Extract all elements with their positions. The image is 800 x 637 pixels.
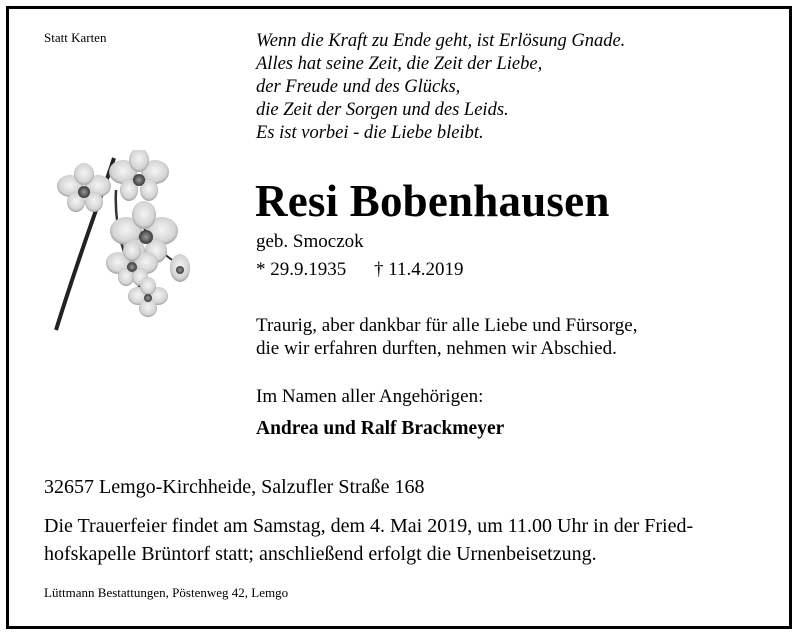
poem-line: Wenn die Kraft zu Ende geht, ist Erlösung Gnade. (256, 31, 626, 51)
poem-line: der Freude und des Glücks, (256, 77, 461, 97)
statt-karten-label: Statt Karten (44, 30, 107, 45)
orchid-icon (44, 150, 194, 335)
birth-date: * 29.9.1935 (256, 259, 347, 280)
service-line: hofskapelle Brüntorf statt; anschließend erfolgt die Urnenbeisetzung. (44, 543, 597, 565)
message-line: Traurig, aber dankbar für alle Liebe und Fürsorge, (256, 315, 638, 336)
poem (256, 30, 625, 145)
family-intro: Im Namen aller Angehörigen: (256, 386, 484, 407)
poem-line: die Zeit der Sorgen und des Leids. (256, 100, 509, 120)
death-date: † 11.4.2019 (374, 259, 464, 280)
family-names: Andrea und Ralf Brackmeyer (256, 418, 505, 439)
poem-line: Alles hat seine Zeit, die Zeit der Liebe, (256, 54, 543, 74)
message-line: die wir erfahren durften, nehmen wir Abschied. (256, 338, 617, 359)
birth-name: geb. Smoczok (256, 231, 364, 252)
service-line: Die Trauerfeier findet am Samstag, dem 4. Mai 2019, um 11.00 Uhr in der Fried- (44, 515, 694, 537)
deceased-name: Resi Bobenhausen (255, 176, 610, 226)
address: 32657 Lemgo-Kirchheide, Salzufler Straße 168 (44, 476, 425, 498)
funeral-home: Lüttmann Bestattungen, Pöstenweg 42, Lemgo (44, 585, 289, 600)
poem-line: Es ist vorbei - die Liebe bleibt. (256, 123, 484, 143)
